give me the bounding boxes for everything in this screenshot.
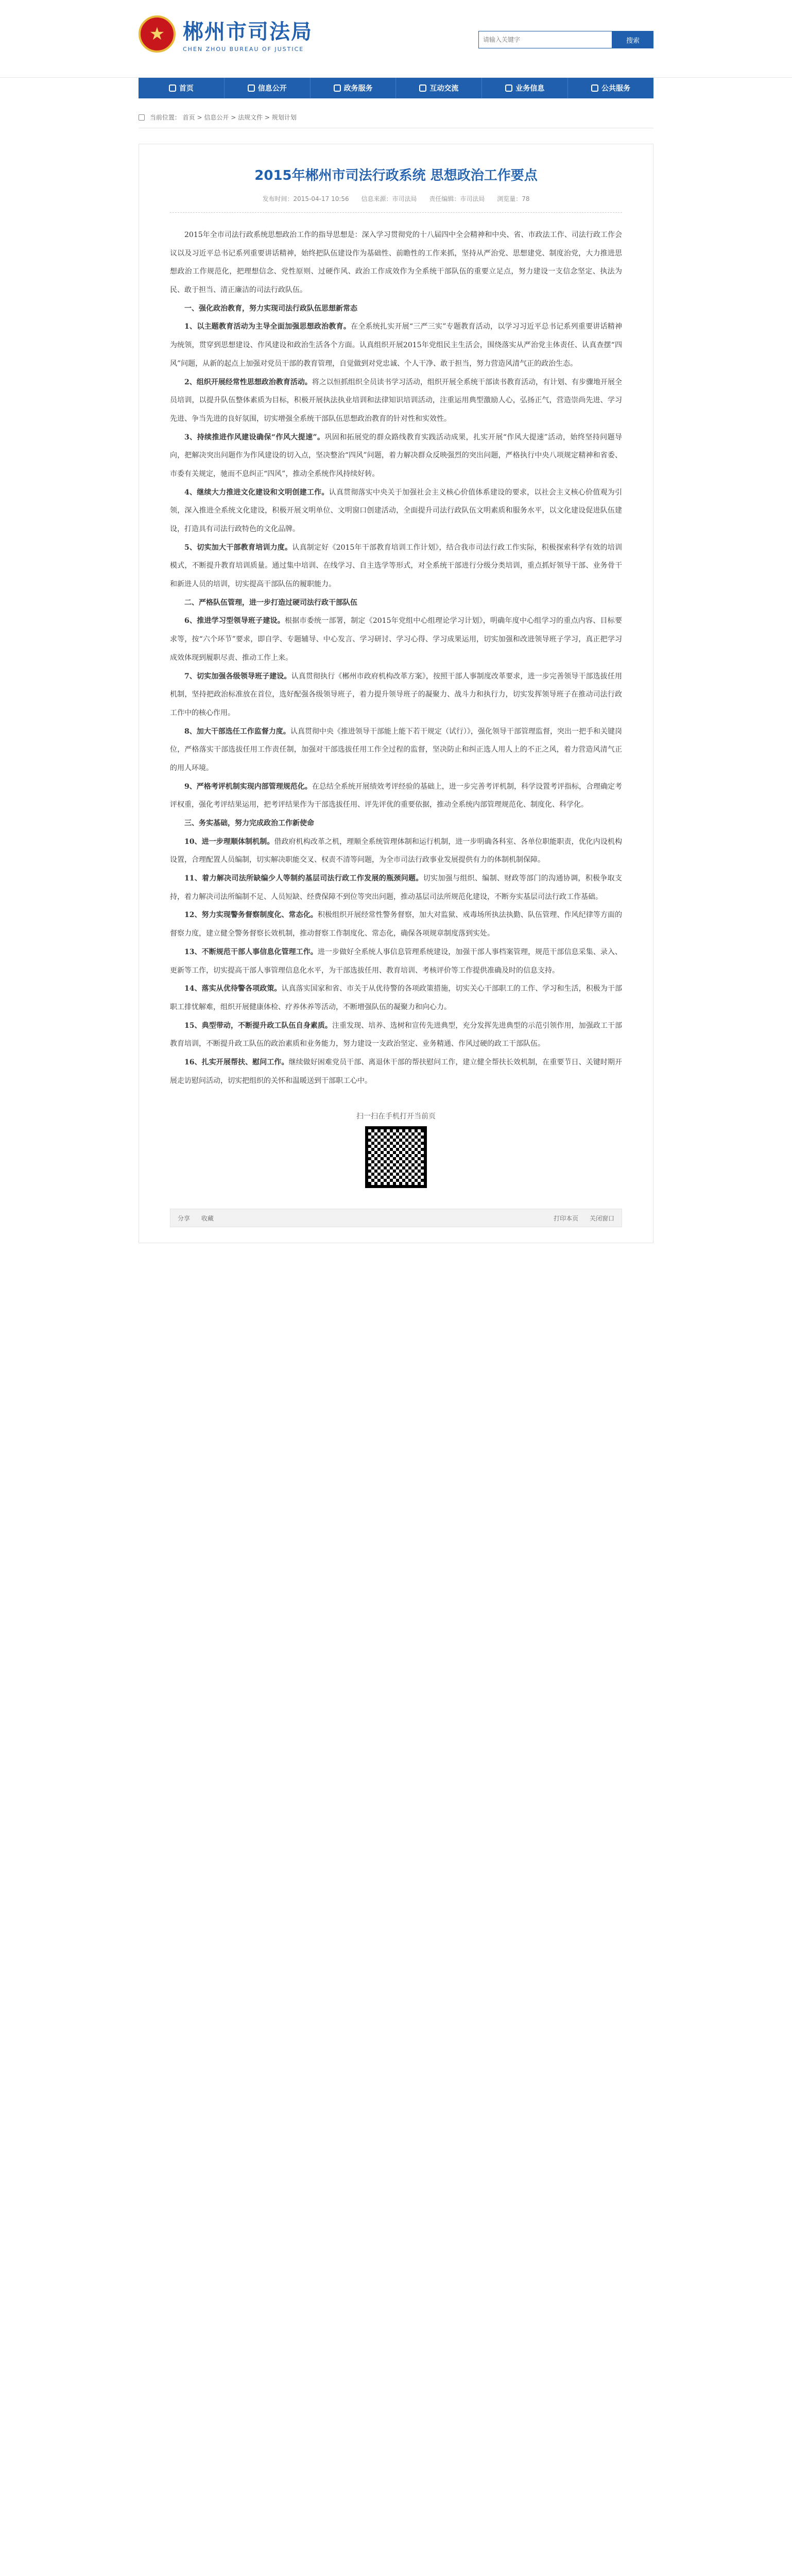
nav-item-info[interactable]: 信息公开: [225, 78, 311, 98]
main-nav: [139, 78, 653, 98]
article-body: [170, 226, 622, 1090]
paragraph: 1、以主题教育活动为主导全面加强思想政治教育。在全系统扎实开展“三严三实”专题教育活动，以学习习近平总书记系列重要讲话精神为统领，贯穿到思想建设、作风建设和政治生活各个方面。认真组织开展2015年党组民主生活会，围绕落实从严治党主体责任、认真查摆“四风”问题，从新的起点上加强对党员干部的教育管理，自觉做到对党忠诚、个人干净、敢于担当，努力营造风清气正的政治生态。: [170, 323, 623, 368]
paragraph: 5、切实加大干部教育培训力度。认真制定好《2015年干部教育培训工作计划》，结合我市司法行政工作实际，积极探索科学有效的培训模式，不断提升教育培训质量。通过集中培训、在线学习、自主选学等形式，对全系统干部进行分级分类培训，重点抓好领导干部、业务骨干和新进人员的培训，切实提高干部队伍的履职能力。: [170, 543, 622, 589]
home-icon: [139, 114, 145, 121]
national-emblem-icon: ★: [139, 15, 176, 53]
section-heading: 二、严格队伍管理，进一步打造过硬司法行政干部队伍: [184, 598, 357, 607]
breadcrumb-regulations[interactable]: 法规文件: [238, 114, 263, 121]
search-input[interactable]: [478, 31, 612, 48]
paragraph: 7、切实加强各级领导班子建设。认真贯彻执行《郴州市政府机构改革方案》，按照干部人事制度改革要求，进一步完善领导干部选拔任用机制，坚持把政治标准放在首位，选好配强各级领导班子，着力提升领导班子的凝聚力、战斗力和执行力，切实发挥领导班子在推动司法行政工作中的核心作用。: [170, 672, 622, 717]
people-icon: [591, 84, 598, 92]
nav-item-interaction[interactable]: 互动交流: [396, 78, 482, 98]
article: [139, 144, 653, 1243]
paragraph: 16、扎实开展帮扶、慰问工作。继续做好困难党员干部、离退休干部的帮扶慰问工作，建立健全帮扶长效机制，在重要节日、关键时期开展走访慰问活动，切实把组织的关怀和温暖送到干部职工心中。: [170, 1058, 623, 1085]
paragraph: 6、推进学习型领导班子建设。根据市委统一部署，制定《2015年党组中心组理论学习计划》，明确年度中心组学习的重点内容、目标要求等，按“六个环节”要求，即自学、专题辅导、中心发言、学习研讨、学习心得、学习成果运用，切实加强和改进领导班子学习，真正把学习成效体现到履职尽责、推动工作上来。: [170, 617, 622, 662]
nav-item-services[interactable]: 政务服务: [311, 78, 397, 98]
info-icon: [248, 84, 255, 92]
qr-code-icon: [365, 1126, 427, 1188]
nav-item-public[interactable]: 公共服务: [568, 78, 653, 98]
nav-item-home[interactable]: 首页: [139, 78, 225, 98]
qr-section: [170, 1111, 622, 1188]
paragraph: 15、典型带动，不断提升政工队伍自身素质。注重发现、培养、选树和宣传先进典型，充分发挥先进典型的示范引领作用，加强政工干部教育培训，不断提升政工队伍的政治素质和业务能力，努力建设一支政治坚定、业务精通、作风过硬的政工干部队伍。: [170, 1021, 622, 1048]
paragraph: 11、着力解决司法所缺编少人等制约基层司法行政工作发展的瓶颈问题。切实加强与组织、编制、财政等部门的沟通协调，积极争取支持，着力解决司法所编制不足、人员短缺、经费保障不到位等突出问题，推动基层司法所规范化建设，不断夯实基层司法行政工作基础。: [170, 874, 623, 901]
header: [0, 0, 792, 78]
paragraph: 10、进一步理顺体制机制。借政府机构改革之机，理顺全系统管理体制和运行机制，进一步明确各科室、各单位职能职责，优化内设机构设置，合理配置人员编制，切实解决职能交叉、权责不清等问题，为全市司法行政事业发展提供有力的体制机制保障。: [170, 837, 623, 865]
close-window-button[interactable]: 关闭窗口: [589, 1214, 614, 1222]
section-heading: 三、务实基础，努力完成政治工作新使命: [184, 819, 314, 827]
paragraph: 14、落实从优待警各项政策。认真落实国家和省、市关于从优待警的各项政策措施，切实关心干部职工的工作、学习和生活，积极为干部职工排忧解难，组织开展健康体检、疗养休养等活动，不断增强队伍的凝聚力和向心力。: [170, 985, 623, 1011]
breadcrumb-plans[interactable]: 规划计划: [271, 114, 297, 121]
paragraph: 9、严格考评机制实现内部管理规范化。在总结全系统开展绩效考评经验的基础上，进一步完善考评机制，科学设置考评指标，合理确定考评权重，强化考评结果运用，把考评结果作为干部选拔任用、评先评优的重要依据，推动全系统内部管理规范化、制度化、科学化。: [170, 782, 623, 809]
paragraph: 8、加大干部选任工作监督力度。认真贯彻中央《推进领导干部能上能下若干规定（试行）》，强化领导干部管理监督，突出一把手和关键岗位，严格落实干部选拔任用工作责任制，加强对干部选拔任用工作全过程的监督，坚决防止和纠正选人用人上的不正之风，着力营造风清气正的用人环境。: [170, 727, 622, 772]
article-tools: [170, 1209, 622, 1227]
breadcrumb: 当前位置： 首页 > 信息公开 > 法规文件 > 规划计划: [139, 113, 653, 128]
nav-item-business[interactable]: 业务信息: [482, 78, 568, 98]
view-count: 浏览量：78: [497, 195, 530, 202]
chat-icon: [419, 84, 426, 92]
share-button[interactable]: 分享: [178, 1214, 191, 1222]
print-button[interactable]: 打印本页: [554, 1214, 579, 1222]
search-button[interactable]: 搜索: [612, 31, 653, 48]
paragraph: 2、组织开展经常性思想政治教育活动。将之以恒抓组织全员读书学习活动，组织开展全系统干部读书教育活动，有计划、有步骤地开展全员培训，以提升队伍整体素质为目标，积极开展执法执业培训和法律知识培训活动，注重运用典型激励人心，弘扬正气，营造崇尚先进、学习先进、争当先进的良好氛围，切实增强全系统干部队伍思想政治教育的针对性和实效性。: [170, 378, 623, 423]
site-name-en: CHEN ZHOU BUREAU OF JUSTICE: [183, 46, 304, 53]
favorite-button[interactable]: 收藏: [201, 1214, 214, 1222]
home-icon: [169, 84, 176, 92]
services-icon: [334, 84, 341, 92]
site-name: 郴州市司法局: [183, 20, 313, 44]
qr-label: 扫一扫在手机打开当前页: [356, 1112, 436, 1121]
search-box: [478, 31, 653, 48]
page-title: 2015年郴州市司法行政系统 思想政治工作要点: [254, 168, 538, 183]
publish-date: 发布时间：2015-04-17 10:56: [262, 195, 349, 202]
breadcrumb-home[interactable]: 首页: [182, 114, 195, 121]
paragraph: 4、继续大力推进文化建设和文明创建工作。认真贯彻落实中央关于加强社会主义核心价值体系建设的要求，以社会主义核心价值观为引领，深入推进全系统文化建设，积极开展文明单位、文明窗口创建活动，全面提升司法行政队伍文明素质和服务水平，以文化建设促进队伍建设，打造具有司法行政特色的文化品牌。: [170, 488, 622, 533]
paragraph: 3、持续推进作风建设确保“作风大提速”。巩固和拓展党的群众路线教育实践活动成果，扎实开展“作风大提速”活动，始终坚持问题导向，把解决突出问题作为作风建设的切入点，坚决整治“四风”问题，着力解决群众反映强烈的突出问题，严格执行中央八项规定精神和省委、市委有关规定，驰而不息纠正“四风”，推动全系统作风持续好转。: [170, 433, 622, 478]
info-source: 信息来源：市司法局: [361, 195, 417, 202]
breadcrumb-info[interactable]: 信息公开: [204, 114, 229, 121]
section-heading: 一、强化政治教育，努力实现司法行政队伍思想新常态: [184, 304, 357, 313]
paragraph: 13、不断规范干部人事信息化管理工作。进一步做好全系统人事信息管理系统建设，加强干部人事档案管理，规范干部信息采集、录入、更新等工作，切实提高干部人事管理信息化水平，为干部选拔任用、教育培训、考核评价等工作提供准确及时的信息支持。: [170, 947, 622, 975]
article-meta: [170, 194, 622, 213]
paragraph: 12、努力实现警务督察制度化、常态化。积极组织开展经常性警务督察，加大对监狱、戒毒场所执法执勤、队伍管理、作风纪律等方面的督察力度，建立健全警务督察长效机制，推动督察工作制度化、常态化，确保各项规章制度落到实处。: [170, 911, 622, 938]
briefcase-icon: [505, 84, 512, 92]
editor: 责任编辑：市司法局: [429, 195, 485, 202]
paragraph: 2015年全市司法行政系统思想政治工作的指导思想是：深入学习贯彻党的十八届四中全会精神和中央、省、市政法工作、司法行政工作会议以及习近平总书记系列重要讲话精神，始终把队伍建设作为基础性、前瞻性的工作来抓，坚持从严治党、思想建党、制度治党，大力推进思想政治工作规范化，把理想信念、党性原则、过硬作风、政治工作成效作为全系统干部队伍的重要立足点，努力建设一支信念坚定、执法为民、敢于担当、清正廉洁的司法行政队伍。: [170, 231, 622, 295]
